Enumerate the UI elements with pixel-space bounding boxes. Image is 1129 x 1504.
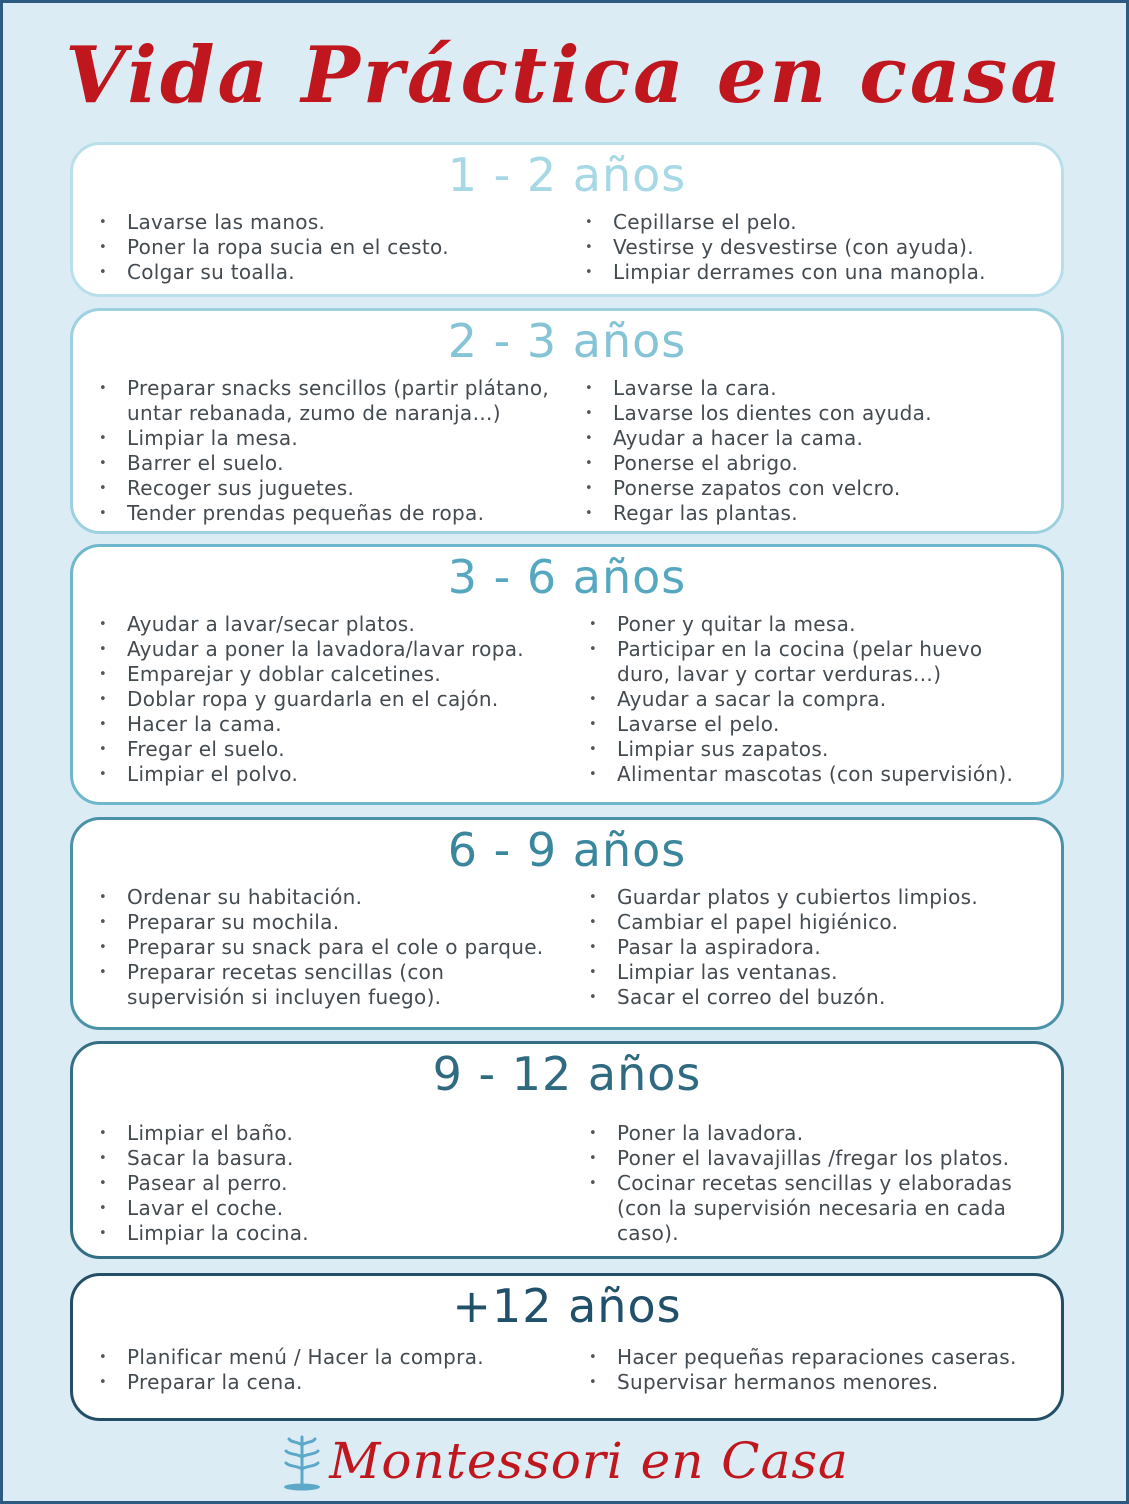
task-item: • Limpiar la cocina.: [99, 1221, 309, 1246]
task-list-right: [585, 210, 986, 285]
task-item: • Ayudar a lavar/secar platos.: [99, 612, 524, 637]
task-list-right: [589, 1345, 1017, 1395]
task-item: • Lavarse los dientes con ayuda.: [585, 401, 932, 426]
task-item: • Ayudar a sacar la compra.: [589, 687, 1013, 712]
task-list-left: [99, 210, 449, 285]
task-item: • Alimentar mascotas (con supervisión).: [589, 762, 1013, 787]
task-list-left: [99, 1121, 309, 1246]
section-age-heading: 1 - 2 años: [447, 148, 687, 202]
brand-name: Montessori en Casa: [329, 1432, 849, 1490]
task-item: • Ponerse zapatos con velcro.: [585, 476, 932, 501]
task-item: • Emparejar y doblar calcetines.: [99, 662, 524, 687]
task-item: • Recoger sus juguetes.: [99, 476, 549, 501]
task-list-left: [99, 885, 543, 1010]
task-item: • Poner la lavadora.: [589, 1121, 1012, 1146]
task-item: • Vestirse y desvestirse (con ayuda).: [585, 235, 986, 260]
task-item: • Limpiar el polvo.: [99, 762, 524, 787]
task-item: • Planificar menú / Hacer la compra.: [99, 1345, 484, 1370]
task-list-right: [585, 376, 932, 526]
section-age-heading: 2 - 3 años: [447, 314, 687, 368]
task-item: • Preparar snacks sencillos (partir plátano, untar rebanada, zumo de naranja…): [99, 376, 549, 426]
task-item: • Ayudar a poner la lavadora/lavar ropa.: [99, 637, 524, 662]
task-item: • Lavarse la cara.: [585, 376, 932, 401]
sprout-icon: [280, 1431, 324, 1491]
section-3-6-years: [70, 544, 1064, 805]
task-item: • Doblar ropa y guardarla en el cajón.: [99, 687, 524, 712]
task-item: • Cepillarse el pelo.: [585, 210, 986, 235]
task-item: • Preparar su mochila.: [99, 910, 543, 935]
task-item: • Poner el lavavajillas /fregar los platos.: [589, 1146, 1012, 1171]
task-item: • Hacer la cama.: [99, 712, 524, 737]
task-item: • Sacar la basura.: [99, 1146, 309, 1171]
task-item: • Ordenar su habitación.: [99, 885, 543, 910]
task-item: • Poner la ropa sucia en el cesto.: [99, 235, 449, 260]
task-list-right: [589, 612, 1013, 787]
task-item: • Cocinar recetas sencillas y elaboradas (con la supervisión necesaria en cada caso).: [589, 1171, 1012, 1246]
task-item: • Ayudar a hacer la cama.: [585, 426, 932, 451]
task-item: • Participar en la cocina (pelar huevo duro, lavar y cortar verduras…): [589, 637, 1013, 687]
task-item: • Pasar la aspiradora.: [589, 935, 978, 960]
task-list-left: [99, 612, 524, 787]
task-item: • Barrer el suelo.: [99, 451, 549, 476]
task-item: • Hacer pequeñas reparaciones caseras.: [589, 1345, 1017, 1370]
task-item: • Limpiar la mesa.: [99, 426, 549, 451]
task-item: • Sacar el correo del buzón.: [589, 985, 978, 1010]
task-item: • Supervisar hermanos menores.: [589, 1370, 1017, 1395]
task-item: • Ponerse el abrigo.: [585, 451, 932, 476]
task-item: • Fregar el suelo.: [99, 737, 524, 762]
task-item: • Lavarse el pelo.: [589, 712, 1013, 737]
task-list-right: [589, 885, 978, 1010]
task-item: • Cambiar el papel higiénico.: [589, 910, 978, 935]
task-item: • Lavar el coche.: [99, 1196, 309, 1221]
task-item: • Preparar recetas sencillas (con supervisión si incluyen fuego).: [99, 960, 543, 1010]
task-item: • Poner y quitar la mesa.: [589, 612, 1013, 637]
section-age-heading: 3 - 6 años: [447, 550, 687, 604]
task-item: • Pasear al perro.: [99, 1171, 309, 1196]
task-list-left: [99, 1345, 484, 1395]
task-item: • Regar las plantas.: [585, 501, 932, 526]
page-title: Vida Práctica en casa: [65, 30, 1064, 121]
task-item: • Preparar su snack para el cole o parque.: [99, 935, 543, 960]
section-1-2-years: [70, 142, 1064, 297]
task-list-right: [589, 1121, 1012, 1246]
task-list-left: [99, 376, 549, 526]
task-item: • Guardar platos y cubiertos limpios.: [589, 885, 978, 910]
task-item: • Tender prendas pequeñas de ropa.: [99, 501, 549, 526]
section-age-heading: +12 años: [452, 1279, 682, 1333]
section-6-9-years: [70, 817, 1064, 1030]
section-age-heading: 6 - 9 años: [447, 823, 687, 877]
task-item: • Limpiar derrames con una manopla.: [585, 260, 986, 285]
task-item: • Limpiar el baño.: [99, 1121, 309, 1146]
task-item: • Limpiar las ventanas.: [589, 960, 978, 985]
section-age-heading: 9 - 12 años: [432, 1047, 702, 1101]
footer-logo: [3, 1431, 1126, 1501]
section-2-3-years: [70, 308, 1064, 534]
section-9-12-years: [70, 1041, 1064, 1259]
task-item: • Colgar su toalla.: [99, 260, 449, 285]
task-item: • Preparar la cena.: [99, 1370, 484, 1395]
task-item: • Limpiar sus zapatos.: [589, 737, 1013, 762]
task-item: • Lavarse las manos.: [99, 210, 449, 235]
section-12-plus-years: [70, 1273, 1064, 1421]
